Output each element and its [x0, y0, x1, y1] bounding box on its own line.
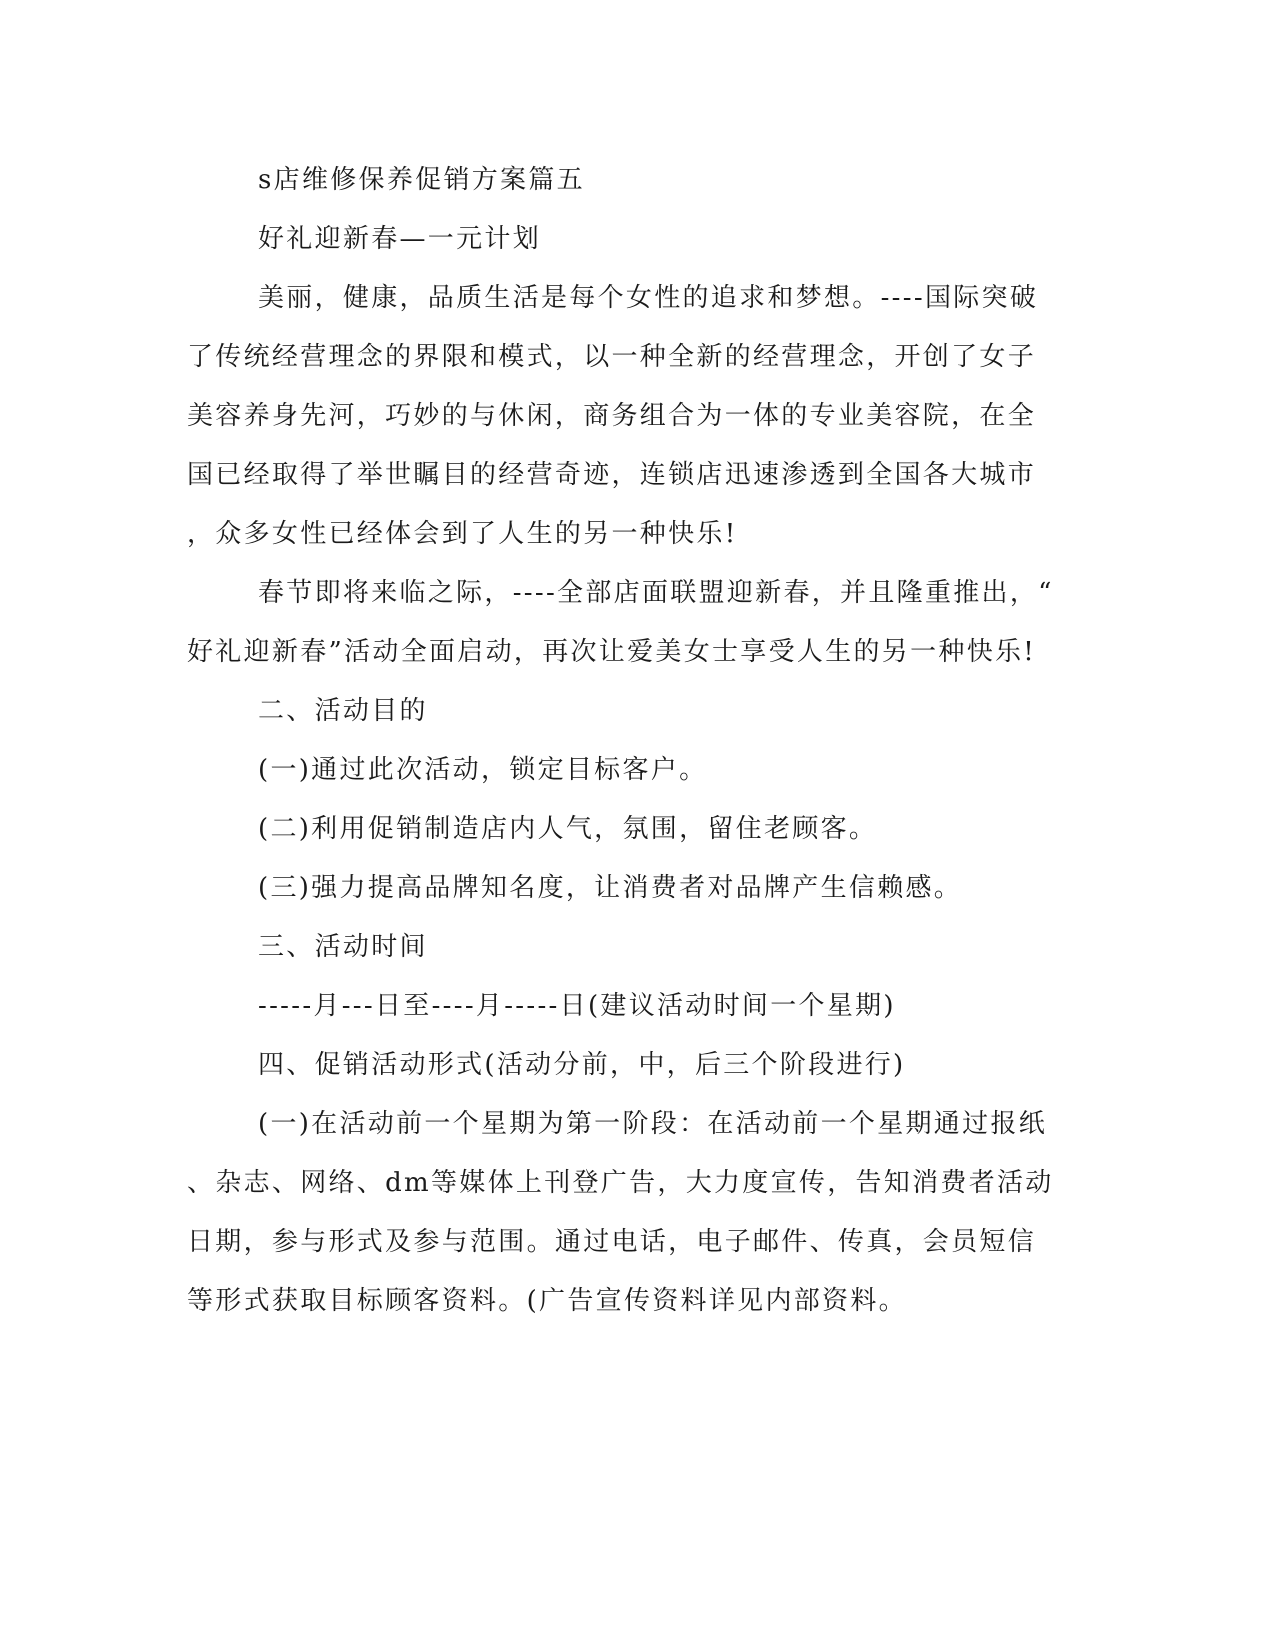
paragraph-line: ，众多女性已经体会到了人生的另一种快乐!	[187, 519, 738, 549]
section-heading: 三、活动时间	[258, 932, 428, 962]
paragraph-line: (一)在活动前一个星期为第一阶段：在活动前一个星期通过报纸	[258, 1109, 1047, 1139]
list-item: (三)强力提高品牌知名度，让消费者对品牌产生信赖感。	[258, 873, 963, 903]
document-title: s店维修保养促销方案篇五	[258, 165, 585, 195]
paragraph-line: 日期，参与形式及参与范围。通过电话，电子邮件、传真，会员短信	[187, 1227, 1037, 1257]
section-heading: 四、促销活动形式(活动分前，中，后三个阶段进行)	[258, 1050, 906, 1080]
paragraph-line: 美容养身先河，巧妙的与休闲，商务组合为一体的专业美容院，在全	[187, 401, 1037, 431]
list-item: (一)通过此次活动，锁定目标客户。	[258, 755, 708, 785]
section-heading: 二、活动目的	[258, 696, 428, 726]
document-subtitle: 好礼迎新春—一元计划	[258, 224, 542, 254]
time-text: -----月---日至----月-----日(建议活动时间一个星期)	[258, 991, 896, 1021]
paragraph-line: 、杂志、网络、dm等媒体上刊登广告，大力度宣传，告知消费者活动	[187, 1168, 1054, 1198]
paragraph-line: 好礼迎新春”活动全面启动，再次让爱美女士享受人生的另一种快乐!	[187, 637, 1037, 667]
paragraph-line: 国已经取得了举世瞩目的经营奇迹，连锁店迅速渗透到全国各大城市	[187, 460, 1037, 490]
paragraph-line: 美丽，健康，品质生活是每个女性的追求和梦想。----国际突破	[258, 283, 1039, 313]
paragraph-line: 春节即将来临之际，----全部店面联盟迎新春，并且隆重推出，“	[258, 578, 1054, 608]
list-item: (二)利用促销制造店内人气，氛围，留住老顾客。	[258, 814, 878, 844]
paragraph-line: 了传统经营理念的界限和模式，以一种全新的经营理念，开创了女子	[187, 342, 1037, 372]
paragraph-line: 等形式获取目标顾客资料。(广告宣传资料详见内部资料。	[187, 1286, 907, 1316]
